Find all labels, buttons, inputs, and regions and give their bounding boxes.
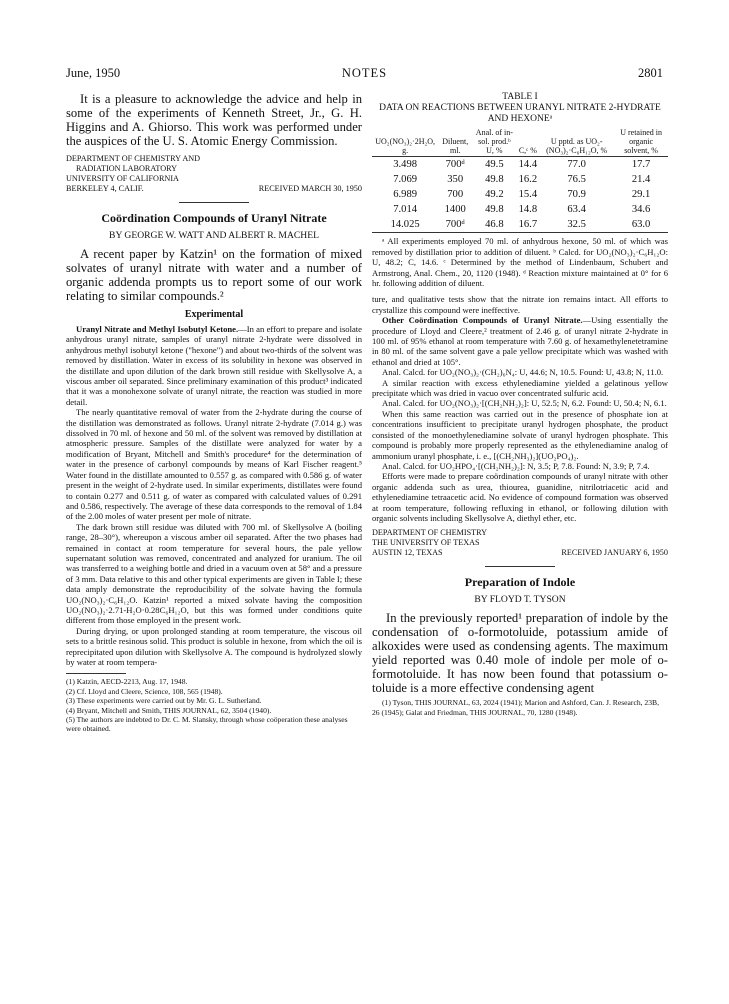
table-cell: 77.0 bbox=[567, 159, 586, 171]
paragraph-text: —Using essentially the procedure of Lloyd and Cleere,² treatment of 2.46 g. of uranyl nitrate 2-hydrate in 100 ml. of 95% ethanol at room temperature with 7.60 g. of hexamethylenetetramine in 80 ml. of the same solvent gave a pale yellow precipitate which was washed with ethanol and dried at 105°. bbox=[372, 315, 668, 367]
address-block-1 bbox=[66, 154, 362, 194]
table-row bbox=[372, 203, 668, 218]
paragraph bbox=[372, 315, 668, 367]
table-row bbox=[372, 188, 668, 203]
analysis-line: Anal. Calcd. for UO₂HPO₄·[(CH₂NH₂)₂]: N, 3.5; P, 7.8. Found: N, 3.9; P, 7.4. bbox=[382, 460, 650, 471]
table-cell: 34.6 bbox=[631, 203, 651, 215]
footnote: (5) The authors are indebted to Dr. C. M. Slansky, through whose coöperation these analyses were obtained. bbox=[66, 715, 348, 734]
intro-paragraph: A recent paper by Katzin¹ on the formation of mixed solvates of uranyl nitrate with water and a number of organic addenda prompts us to report some of our work relating to similar compounds.² bbox=[66, 247, 362, 303]
table-cell: 32.5 bbox=[539, 218, 614, 233]
address-city: BERKELEY 4, CALIF. bbox=[66, 184, 144, 193]
running-header bbox=[66, 66, 663, 84]
right-column bbox=[372, 92, 668, 717]
paragraph: A similar reaction with excess ethylenediamine yielded a gelatinous yellow precipitate which was dried in vacuo over concentrated sulfuric acid. bbox=[372, 377, 668, 399]
table-cell: 700ᵈ bbox=[445, 159, 465, 171]
table-row bbox=[372, 218, 668, 233]
footnote: (3) These experiments were carried out by Mr. G. L. Sutherland. bbox=[66, 696, 262, 706]
table-cell: 7.069 bbox=[393, 174, 418, 186]
table-cell: 29.1 bbox=[631, 188, 651, 200]
paragraph-heading: Uranyl Nitrate and Methyl Isobutyl Ketone. bbox=[76, 324, 239, 334]
table-cell: 63.4 bbox=[567, 203, 586, 215]
received-date: RECEIVED MARCH 30, 1950 bbox=[258, 184, 362, 193]
paragraph: Efforts were made to prepare coördination compounds of uranyl nitrate with other organic addenda such as urea, thiourea, guanidine, nitrilotriacetic acid and ethylenediamine tetraacetic acid. No evidence of compound formation was observed at room temperature, following refluxing in ethanol, or following dilution with organic solvents including Skellysolve A, diethyl ether, etc. bbox=[372, 471, 668, 523]
data-table bbox=[372, 128, 668, 233]
acknowledgment: It is a pleasure to acknowledge the advice and help in some of the experiments of Kenneth Street, Jr., G. H. Higgins and A. Ghiorso. This work was performed under the auspices of the U. S. Atomic Energy Commission. bbox=[66, 92, 362, 148]
header-date: June, 1950 bbox=[66, 66, 121, 80]
table-cell: 1400 bbox=[444, 203, 466, 215]
paragraph: The nearly quantitative removal of water from the 2-hydrate during the course of the distillation was demonstrated as follows. Uranyl nitrate 2-hydrate (7.014 g.) was dissolved in 70 ml. of hexone and 50 ml. of the solvent was removed by distillation at atmospheric pressure. Samples of the distillate were analyzed for water by a modification of Bryant, Mitchell and Smith's procedure⁴ for the determination of water in the presence of carbonyl compounds by means of Karl Fischer reagent.⁵ Water found in the distillate amounted to 0.557 g. as compared with 0.586 g. of water present in the weight of 2-hydrate used. In similar experiments, distillates were found to contain 0.277 and 0.511 g. of water as compared with calculated values of 0.291 and 0.586, respectively. The average of these data corresponds to the removal of 1.84 of the 2.00 moles of water present per mole of nitrate. bbox=[66, 407, 362, 522]
header-page-number: 2801 bbox=[638, 66, 663, 80]
section-rule bbox=[179, 202, 249, 203]
address-line: UNIVERSITY OF CALIFORNIA bbox=[66, 174, 179, 183]
table-cell: 17.7 bbox=[631, 159, 651, 171]
column-header: Diluent, ml. bbox=[438, 128, 472, 157]
table-cell: 63.0 bbox=[614, 218, 668, 233]
table-cell: 14.4 bbox=[518, 159, 538, 171]
byline: BY FLOYD T. TYSON bbox=[474, 594, 566, 606]
table-cell: 700 bbox=[447, 188, 464, 200]
analysis-line: Anal. Calcd. for UO₂(NO₃)₂·[(CH₂NH₂)₂]: U, 52.5; N, 6.2. Found: U, 50.4; N, 6.1. bbox=[382, 398, 667, 409]
table-cell: 3.498 bbox=[393, 159, 418, 171]
table-cell: 16.2 bbox=[518, 174, 538, 186]
table-cell: 49.5 bbox=[485, 159, 504, 171]
column-header: UO₂(NO₃)₂·2H₂O, g. bbox=[372, 128, 438, 157]
column-header: U retained in organic solvent, % bbox=[614, 128, 668, 157]
address-line: DEPARTMENT OF CHEMISTRY AND bbox=[66, 154, 201, 163]
paragraph: During drying, or upon prolonged standing at room temperature, the viscous oil sets to a brittle resinous solid. This product is soluble in hexone, from which the oil is reprecipitated upon dilution with Skellysolve A. The compound is hydrolyzed slowly by water at room tempera- bbox=[66, 625, 362, 667]
paragraph-text: —In an effort to prepare and isolate anhydrous uranyl nitrate, samples of uranyl nitrate 2-hydrate were dissolved in anhydrous methyl isobutyl ketone ("hexone") and about two-thirds of the solvent was removed by distillation. Water in excess of its solubility in hexone was observed in the distillate and upon dilution of the dark brown still residue with Skellysolve A, a viscous amber oil separated. Since preliminary examination of this product³ indicated that it was a monohexone solvate of uranyl nitrate, the reaction was studied in more detail. bbox=[66, 324, 362, 407]
table-caption: DATA ON REACTIONS BETWEEN URANYL NITRATE 2-HYDRATE AND HEXONEᵃ bbox=[379, 103, 661, 124]
received-date: RECEIVED JANUARY 6, 1950 bbox=[561, 548, 668, 558]
footnotes bbox=[66, 677, 362, 733]
table-cell: 49.8 bbox=[485, 203, 504, 215]
table-cell: 6.989 bbox=[393, 188, 418, 200]
footnote-rule bbox=[66, 673, 126, 674]
footnote: (1) Katzin, AECD-2213, Aug. 17, 1948. bbox=[66, 677, 188, 687]
table-cell: 21.4 bbox=[631, 174, 651, 186]
table-cell: 14.025 bbox=[372, 218, 438, 233]
paragraph: The dark brown still residue was diluted with 700 ml. of Skellysolve A (boiling range, 28–30°), whereupon a viscous amber oil separated. After the two phases had remained in contact at room temperature for several hours, the pale yellow supernatant solution was removed, concentrated and analyzed for uranium. The oil was transferred to a weighing bottle and dried in a vacuum oven at 58° and a pressure of 3 mm. Data relative to this and other typical experiments are given in Table I; these data amply demonstrate the reproducibility of the solvate having the formula UO₂(NO₃)₂·C₆H₁₂O. Katzin¹ reported a mixed solvate having the composition UO₂(NO₃)₂·2.71-H₂O·0.28C₆H₁₂O, but this was formed under conditions quite different from those employed in the present work. bbox=[66, 521, 362, 626]
table-row bbox=[372, 173, 668, 188]
table-cell: 700ᵈ bbox=[438, 218, 472, 233]
address-line bbox=[372, 548, 668, 558]
article-title: Preparation of Indole bbox=[464, 575, 576, 590]
column-header: Anal. of in-sol. prod.ᵇ U, % bbox=[472, 128, 516, 157]
column-header: C,ᶜ % bbox=[517, 128, 540, 157]
header-section: NOTES bbox=[341, 66, 388, 80]
section-rule bbox=[485, 566, 555, 567]
article-title: Coördination Compounds of Uranyl Nitrate bbox=[101, 211, 327, 225]
byline: BY GEORGE W. WATT AND ALBERT R. MACHEL bbox=[109, 230, 319, 241]
table-cell: 16.7 bbox=[517, 218, 540, 233]
table-cell: 49.8 bbox=[485, 174, 504, 186]
table-cell: 49.2 bbox=[485, 188, 504, 200]
section-heading: Experimental bbox=[184, 309, 244, 320]
paragraph bbox=[66, 324, 362, 407]
column-header: U pptd. as UO₂-(NO₃)₂·C₆H₁₂O, % bbox=[539, 128, 614, 157]
table-header-row bbox=[372, 128, 668, 157]
address-line: DEPARTMENT OF CHEMISTRY bbox=[372, 528, 488, 538]
paragraph-heading: Other Coördination Compounds of Uranyl Nitrate. bbox=[382, 315, 583, 326]
analysis-line: Anal. Calcd. for UO₂(NO₃)₂·(CH₂)₆N₄: U, 44.6; N, 10.5. Found: U, 43.8; N, 11.0. bbox=[382, 367, 664, 378]
table-cell: 14.8 bbox=[518, 203, 538, 215]
left-column bbox=[66, 92, 362, 734]
footnote: (1) Tyson, THIS JOURNAL, 63, 2024 (1941); Marion and Ashford, Can. J. Research, 23B, 26 (1945); Galat and Friedman, THIS JOURNAL, 70, 1280 (1948). bbox=[372, 698, 659, 717]
table-footnote: ᵃ All experiments employed 70 ml. of anhydrous hexone, 50 ml. of which was removed by distillation prior to addition of diluent. ᵇ Calcd. for UO₂(NO₃)₂·C₆H₁₂O: U, 48.2; C, 14.6. ᶜ Determined by the method of Lindenbaum, Schubert and Armstrong, Anal. Chem., 20, 1120 (1948). ᵈ Reaction mixture maintained at 0° for 6 hr. following addition of diluent. bbox=[372, 236, 668, 288]
address-line bbox=[66, 184, 362, 194]
address-line: THE UNIVERSITY OF TEXAS bbox=[372, 538, 480, 548]
footnote: (4) Bryant, Mitchell and Smith, THIS JOURNAL, 62, 3504 (1940). bbox=[66, 705, 272, 715]
table-cell: 70.9 bbox=[567, 188, 586, 200]
table-cell: 7.014 bbox=[393, 203, 418, 215]
address-city: AUSTIN 12, TEXAS bbox=[372, 548, 443, 558]
paragraph: ture, and qualitative tests show that the nitrate ion remains intact. All efforts to crystallize this compound were ineffective. bbox=[372, 294, 668, 315]
address-block-2 bbox=[372, 528, 668, 558]
table-cell: 76.5 bbox=[567, 174, 586, 186]
table-label: TABLE I bbox=[502, 92, 538, 102]
table-cell: 46.8 bbox=[472, 218, 516, 233]
intro-paragraph: In the previously reported¹ preparation of indole by the condensation of o-formotoluide, potassium amide of alkoxides were used as condensing agents. The maximum yield reported was 0.40 mole of indole per mole of o-formotoluide. It has now been found that potassium o-toluide is a more effective condensing agent bbox=[372, 611, 668, 696]
footnote: (2) Cf. Lloyd and Cleere, Science, 108, 565 (1948). bbox=[66, 686, 223, 696]
address-line: RADIATION LABORATORY bbox=[76, 164, 178, 173]
table-row bbox=[372, 157, 668, 173]
table-cell: 15.4 bbox=[518, 188, 538, 200]
table-cell: 350 bbox=[447, 174, 464, 186]
paragraph: When this same reaction was carried out in the presence of phosphate ion at concentrations insufficient to precipitate uranyl hydrogen phosphate, the product consisted of the monoethylenediamine solvate of uranyl hydrogen phosphate. This compound is probably more properly represented as the ethylenediamine analog of ammonium uranyl phosphate, i. e., [(CH₂NH₃)₂](UO₂PO₄)₂. bbox=[372, 408, 668, 461]
